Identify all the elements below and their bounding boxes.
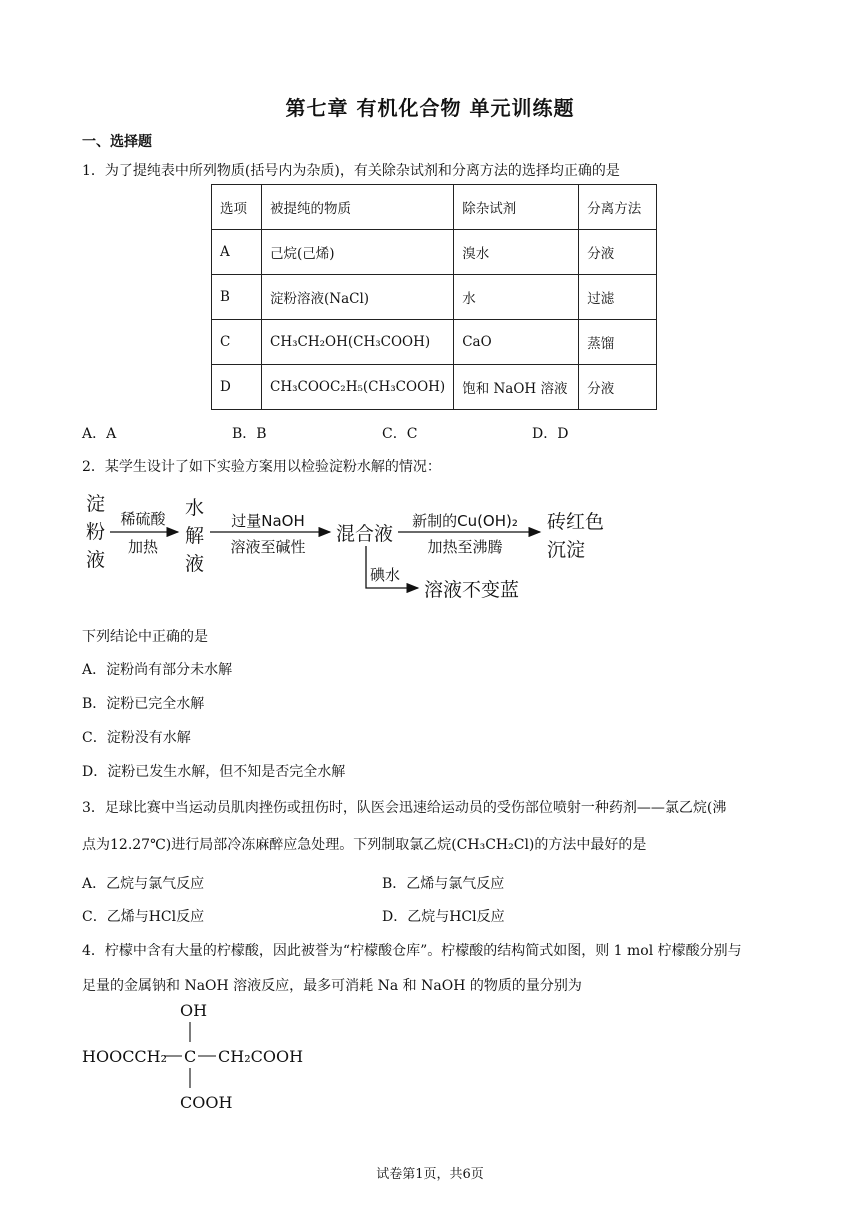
q1-option-c[interactable]: C．C <box>382 426 418 442</box>
table-cell: 溴水 <box>454 230 579 275</box>
q2-option-c[interactable]: C．淀粉没有水解 <box>82 730 191 746</box>
flow-mid-char: 解 <box>185 525 205 547</box>
flow-step3-condition: 加热至沸腾 <box>427 538 503 556</box>
q1-table <box>211 184 657 410</box>
table-cell: B <box>212 275 262 320</box>
section-heading: 一、选择题 <box>82 134 152 150</box>
table-cell: 过滤 <box>579 275 657 320</box>
q3-stem-line2: 点为12.27℃)进行局部冷冻麻醉应急处理。下列制取氯乙烷(CH₃CH₂Cl)的方法中最好的是 <box>82 837 647 853</box>
structure-oh: OH <box>180 1001 208 1020</box>
citric-acid-structure <box>82 996 322 1116</box>
q4-stem-line2: 足量的金属钠和 NaOH 溶液反应，最多可消耗 Na 和 NaOH 的物质的量分别为 <box>82 978 582 994</box>
q3-option-d[interactable]: D．乙烷与HCl反应 <box>382 909 505 925</box>
q2-stem: 2．某学生设计了如下实验方案用以检验淀粉水解的情况： <box>82 459 441 475</box>
q1-stem: 1．为了提纯表中所列物质(括号内为杂质)，有关除杂试剂和分离方法的选择均正确的是 <box>82 163 620 179</box>
header-cell: 被提纯的物质 <box>262 185 454 230</box>
table-row <box>212 365 657 410</box>
q1-option-a[interactable]: A．A <box>82 426 117 442</box>
q3-stem-line1: 3．足球比赛中当运动员肌肉挫伤或扭伤时，队医会迅速给运动员的受伤部位喷射一种药剂——氯乙烷(沸 <box>82 800 727 816</box>
q1-option-b[interactable]: B．B <box>232 426 267 442</box>
q2-option-d[interactable]: D．淀粉已发生水解，但不知是否完全水解 <box>82 764 346 780</box>
table-cell: CH₃COOC₂H₅(CH₃COOH) <box>262 365 454 410</box>
q3-option-c[interactable]: C．乙烯与HCl反应 <box>82 909 205 925</box>
flow-mixture: 混合液 <box>336 523 394 545</box>
header-cell: 选项 <box>212 185 262 230</box>
table-header-row <box>212 185 657 230</box>
table-cell: 饱和 NaOH 溶液 <box>454 365 579 410</box>
flow-result-line: 砖红色 <box>547 511 605 533</box>
flow-result-line: 沉淀 <box>547 539 586 561</box>
table-cell: 淀粉溶液(NaCl) <box>262 275 454 320</box>
header-cell: 除杂试剂 <box>454 185 579 230</box>
starch-hydrolysis-flow-diagram <box>80 488 640 608</box>
table-cell: 己烷(己烯) <box>262 230 454 275</box>
structure-center-carbon: C <box>184 1047 197 1066</box>
table-cell: CH₃CH₂OH(CH₃COOH) <box>262 320 454 365</box>
table-cell: 分液 <box>579 230 657 275</box>
flow-start-char: 液 <box>86 549 106 571</box>
flow-branch-reagent: 碘水 <box>370 566 401 584</box>
header-cell: 分离方法 <box>579 185 657 230</box>
flow-start-char: 粉 <box>86 521 106 543</box>
q1-option-d[interactable]: D．D <box>532 426 569 442</box>
table-cell: 分液 <box>579 365 657 410</box>
table-row <box>212 320 657 365</box>
table-cell: 蒸馏 <box>579 320 657 365</box>
flow-step1-reagent: 稀硫酸 <box>120 510 166 528</box>
flow-step3-reagent: 新制的Cu(OH)₂ <box>412 512 518 530</box>
q2-prompt: 下列结论中正确的是 <box>82 629 208 645</box>
structure-right-group: CH₂COOH <box>218 1047 304 1066</box>
q4-stem-line1: 4．柠檬中含有大量的柠檬酸，因此被誉为“柠檬酸仓库”。柠檬酸的结构简式如图，则 1 mol 柠檬酸分别与 <box>82 943 742 959</box>
flow-mid-char: 水 <box>185 497 205 519</box>
flow-start-char: 淀 <box>86 493 106 515</box>
flow-branch-result: 溶液不变蓝 <box>424 579 520 601</box>
table-cell: D <box>212 365 262 410</box>
table-cell: CaO <box>454 320 579 365</box>
q3-option-a[interactable]: A．乙烷与氯气反应 <box>82 876 205 892</box>
table-cell: C <box>212 320 262 365</box>
table-row <box>212 275 657 320</box>
structure-left-group: HOOCCH₂ <box>82 1047 168 1066</box>
flow-mid-char: 液 <box>185 553 205 575</box>
page-footer: 试卷第1页，共6页 <box>376 1167 484 1182</box>
flow-step1-condition: 加热 <box>127 538 159 556</box>
page-title: 第七章 有机化合物 单元训练题 <box>285 96 575 120</box>
q3-option-b[interactable]: B．乙烯与氯气反应 <box>382 876 505 892</box>
q2-option-b[interactable]: B．淀粉已完全水解 <box>82 696 205 712</box>
table-cell: 水 <box>454 275 579 320</box>
flow-step2-reagent: 过量NaOH <box>231 512 305 530</box>
flow-step2-condition: 溶液至碱性 <box>230 538 306 556</box>
table-row <box>212 230 657 275</box>
structure-cooh: COOH <box>180 1093 233 1112</box>
q2-option-a[interactable]: A．淀粉尚有部分未水解 <box>82 662 233 678</box>
table-cell: A <box>212 230 262 275</box>
